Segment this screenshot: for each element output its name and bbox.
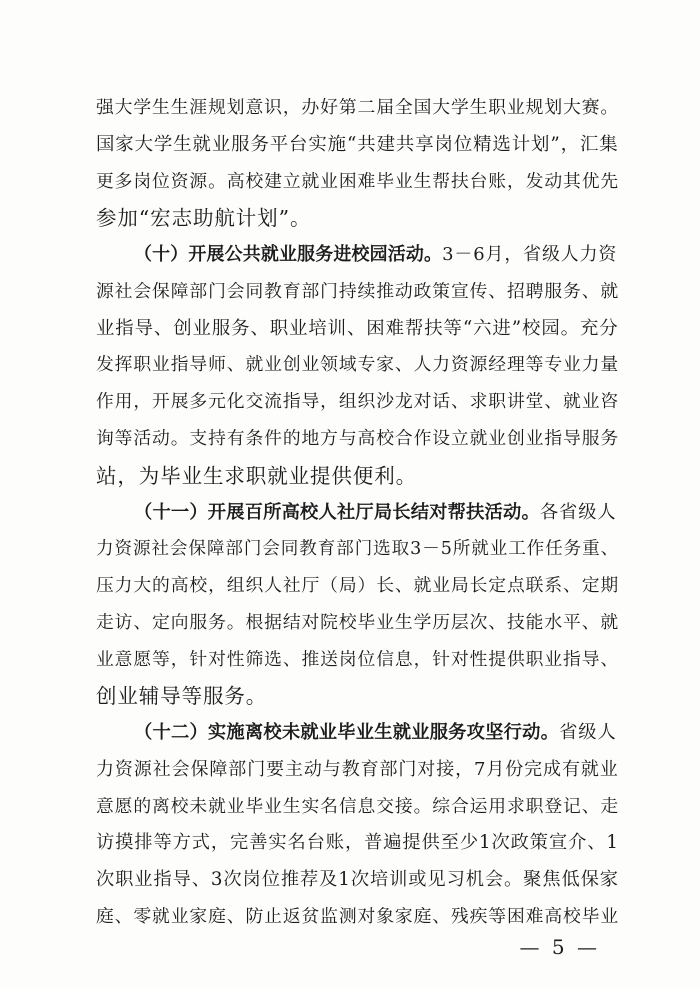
- body-text-line: 业指导、创业服务、职业培训、困难帮扶等“六进”校园。充分: [96, 318, 619, 339]
- body-text-line: 业意愿等，针对性筛选、推送岗位信息，针对性提供职业指导、: [96, 649, 620, 670]
- body-text-line: 站，为毕业生求职就业提供便利。: [96, 464, 417, 488]
- body-text-line: 庭、零就业家庭、防止返贫监测对象家庭、残疾等困难高校毕业: [96, 906, 620, 927]
- page-number: — 5 —: [519, 935, 600, 959]
- body-text-line: 询等活动。支持有条件的地方与高校合作设立就业创业指导服务: [96, 428, 620, 449]
- section-10-lead-text: 3－6月，省级人力资: [442, 244, 618, 265]
- section-11-lead-text: 各省级人: [539, 502, 617, 523]
- section-12-first-line: [134, 721, 616, 745]
- body-text-line: 强大学生生涯规划意识，办好第二届全国大学生职业规划大赛。: [96, 97, 620, 118]
- section-12-heading: （十二）实施离校未就业毕业生就业服务攻坚行动。: [134, 722, 560, 743]
- body-text-line: 力资源社会保障部门要主动与教育部门对接，7月份完成有就业: [96, 759, 619, 780]
- body-text-line: 次职业指导、3次岗位推荐及1次培训或见习机会。聚焦低保家: [96, 869, 619, 890]
- section-11-heading: （十一）开展百所高校人社厅局长结对帮扶活动。: [134, 502, 540, 523]
- section-10-heading: （十）开展公共就业服务进校园活动。: [134, 244, 443, 265]
- body-text-line: 参加“宏志助航计划”。: [96, 206, 312, 230]
- body-text-line: 压力大的高校，组织人社厅（局）长、就业局长定点联系、定期: [96, 575, 620, 596]
- body-text-line: 创业辅导等服务。: [96, 684, 268, 708]
- body-text-line: 发挥职业指导师、就业创业领域专家、人力资源经理等专业力量: [96, 354, 620, 375]
- body-text-line: 更多岗位资源。高校建立就业困难毕业生帮扶台账，发动其优先: [96, 171, 620, 192]
- section-10-first-line: [134, 243, 616, 267]
- body-text-line: 作用，开展多元化交流指导，组织沙龙对话、求职讲堂、就业咨: [96, 391, 620, 412]
- body-text-line: 国家大学生就业服务平台实施“共建共享岗位精选计划”，汇集: [96, 134, 619, 155]
- body-text-line: 源社会保障部门会同教育部门持续推动政策宣传、招聘服务、就: [96, 281, 620, 302]
- body-text-line: 访摸排等方式，完善实名台账，普遍提供至少1次政策宣介、1: [96, 832, 619, 853]
- body-text-line: 走访、定向服务。根据结对院校毕业生学历层次、技能水平、就: [96, 612, 620, 633]
- section-11-first-line: [134, 501, 616, 525]
- body-text-line: 力资源社会保障部门会同教育部门选取3－5所就业工作任务重、: [96, 539, 620, 559]
- body-text-line: 意愿的离校未就业毕业生实名信息交接。综合运用求职登记、走: [96, 796, 620, 817]
- section-12-lead-text: 省级人: [559, 722, 617, 743]
